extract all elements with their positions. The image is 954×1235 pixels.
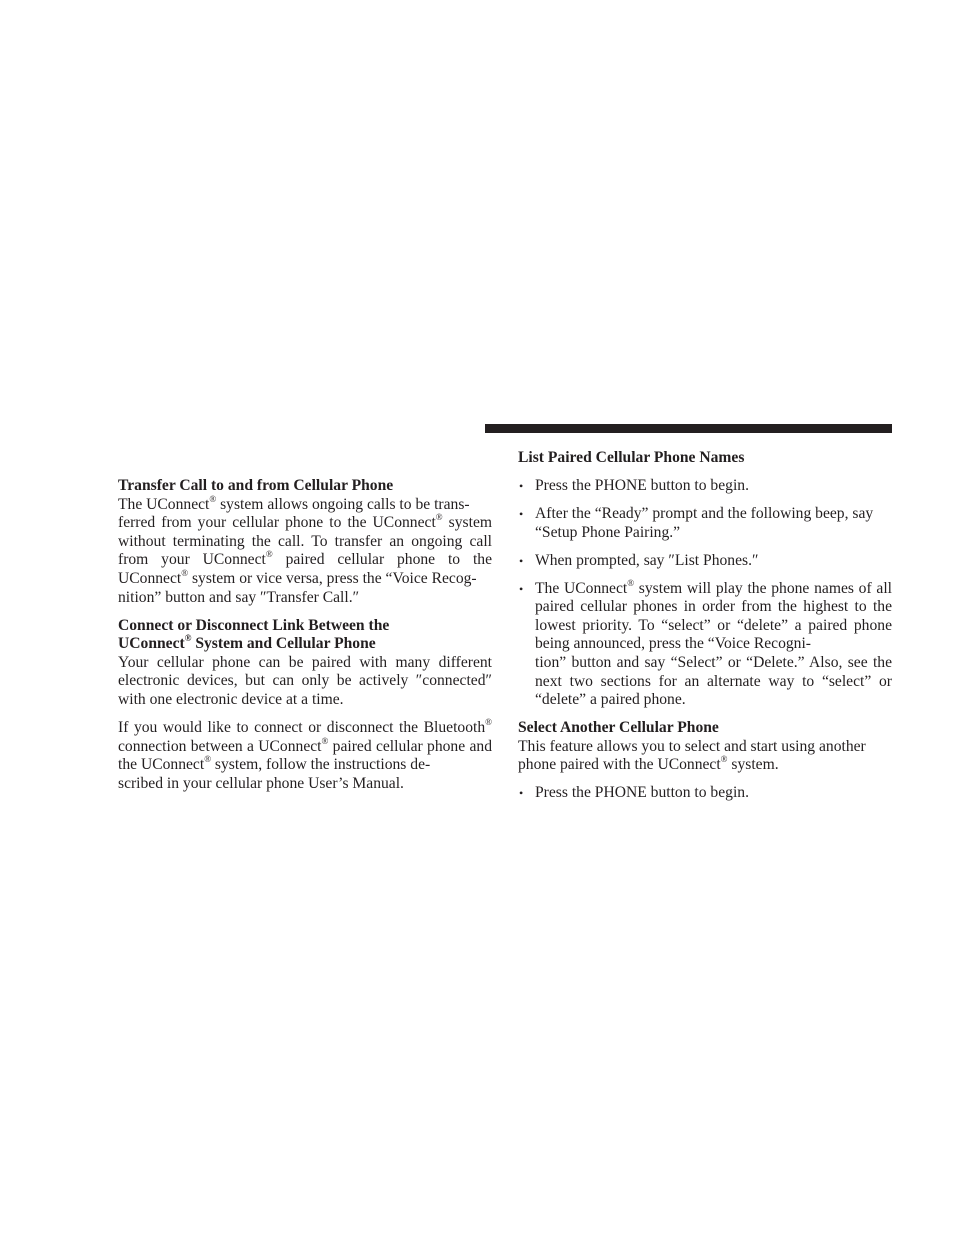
heading-connect-disconnect: Connect or Disconnect Link Between the UConnect® System and Cellular Phone xyxy=(118,616,390,653)
heading-transfer-call: Transfer Call to and from Cellular Phone xyxy=(118,477,394,494)
list-item: • When prompted, say ″List Phones.″ xyxy=(519,551,759,569)
bullet-icon: • xyxy=(519,786,524,801)
heading-select-another-phone: Select Another Cellular Phone xyxy=(518,719,719,737)
paragraph-select-another-phone: This feature allows you to select and start using another phone paired with the UConnect® system. xyxy=(518,737,866,774)
bullet-icon: • xyxy=(519,506,524,521)
paragraph-paired-devices: Your cellular phone can be paired with many different electronic devices, but can only be actively ″connected″ with one electronic device at a time. xyxy=(118,653,492,708)
list-paired-phones-steps xyxy=(518,477,892,710)
right-column xyxy=(518,449,892,812)
paragraph-bluetooth-connection: If you would like to connect or disconnect the Bluetooth® connection between a UConnect® paired cellular phone and the UConnect® system, follow the instructions de- scribed in your cellular phone User’s Manual. xyxy=(118,716,492,792)
left-column xyxy=(118,477,492,803)
list-item: • After the “Ready” prompt and the following beep, say “Setup Phone Pairing.” xyxy=(519,504,874,541)
list-item: • The UConnect® system will play the phone names of all paired cellular phones in order from the highest to the lowest priority. To “select” or “delete” a paired phone being announced, press the “Voice Recogni- tion” button and say “Select” or “Delete.” Also, see the next two sections for an alternate way to “select” or “delete” a paired phone. xyxy=(519,577,892,709)
bullet-icon: • xyxy=(519,581,524,596)
bullet-icon: • xyxy=(519,478,524,493)
list-item: • Press the PHONE button to begin. xyxy=(519,476,749,494)
section-divider-bar xyxy=(485,424,892,433)
heading-list-paired-phones: List Paired Cellular Phone Names xyxy=(518,449,745,466)
paragraph-transfer-call: The UConnect® system allows ongoing calls to be trans- ferred from your cellular phone to the UConnect® system without terminating the call. To transfer an ongoing call from your UConnect® paired cellular phone to the UConnect® system or vice versa, press the “Voice Recog- nition” button and say ″Transfer Call.″ xyxy=(118,493,493,606)
bullet-icon: • xyxy=(519,553,524,568)
list-select-phone-steps xyxy=(518,784,892,803)
list-item: • Press the PHONE button to begin. xyxy=(519,784,749,802)
